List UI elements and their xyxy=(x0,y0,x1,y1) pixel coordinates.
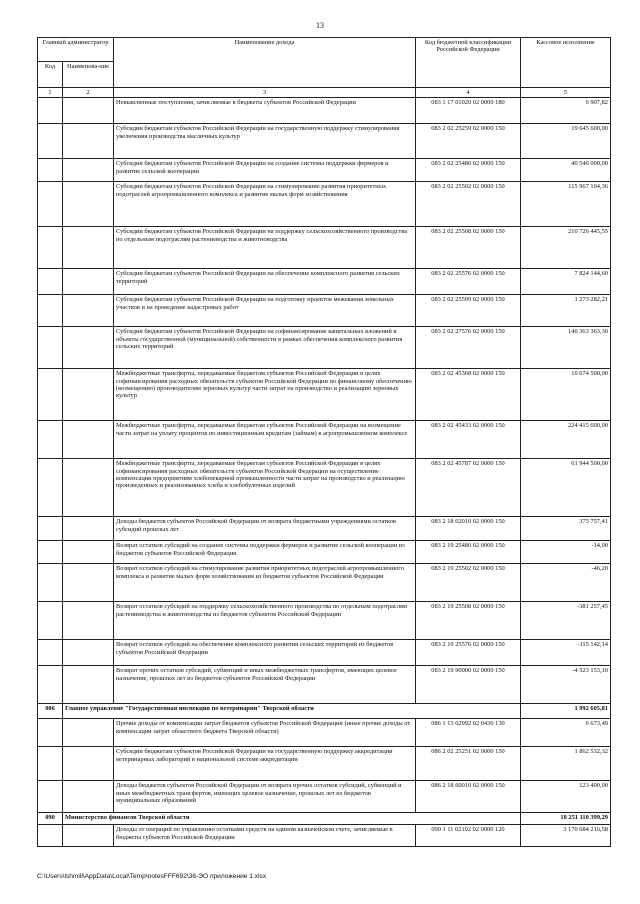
admin-name-cell xyxy=(63,182,114,227)
admin-code-cell xyxy=(38,825,63,847)
header-admin-code: Код xyxy=(38,62,63,88)
table-row xyxy=(38,159,611,182)
amount-cell: 115 967 104,36 xyxy=(521,182,611,227)
table-row xyxy=(38,602,611,640)
budget-code-cell: 083 2 02 45433 02 0000 150 xyxy=(416,421,521,459)
income-name-cell: Возврат остатков субсидий на создание системы поддержки фермеров и развитие сельской кооперации из бюджетов субъектов Российской Федерации xyxy=(114,541,416,564)
admin-code-cell xyxy=(38,227,63,269)
admin-name-cell xyxy=(63,124,114,159)
table-row xyxy=(38,747,611,781)
admin-name-cell xyxy=(63,421,114,459)
income-name-cell: Доходы от операций по управлению остатками средств на едином казначейском счете, зачисляемые в бюджеты субъектов Российской Федерации xyxy=(114,825,416,847)
table-row xyxy=(38,666,611,704)
income-table xyxy=(37,37,611,847)
table-row xyxy=(38,227,611,269)
income-name-cell: Субсидии бюджетам субъектов Российской Федерации на государственную поддержку аккредитации ветеринарных лабораторий в национальной системе аккредитации xyxy=(114,747,416,781)
income-name-cell: Доходы бюджетов субъектов Российской Федерации от возврата бюджетными учреждениями остатков субсидий прошлых лет xyxy=(114,517,416,541)
budget-code-cell: 083 2 02 45787 02 0000 150 xyxy=(416,459,521,517)
admin-name-cell xyxy=(63,459,114,517)
budget-code-cell: 083 1 17 01020 02 0000 180 xyxy=(416,98,521,124)
amount-cell: -381 257,45 xyxy=(521,602,611,640)
income-name-cell: Доходы бюджетов субъектов Российской Федерации от возврата прочих остатков субсидий, субвенций и иных межбюджетных трансфертов, имеющих целевое назначение, прошлых лет из бюджетов муниципальных образований xyxy=(114,781,416,813)
budget-code-cell: 083 2 02 45368 02 0000 150 xyxy=(416,369,521,421)
table-row xyxy=(38,781,611,813)
admin-code-cell xyxy=(38,781,63,813)
budget-code-cell: 090 1 11 02102 02 0000 120 xyxy=(416,825,521,847)
table-row xyxy=(38,517,611,541)
budget-code-cell: 086 2 02 25251 02 0000 150 xyxy=(416,747,521,781)
amount-cell: -4 523 153,10 xyxy=(521,666,611,704)
header-cash-exec: Кассовое исполнение xyxy=(521,38,611,88)
income-name-cell: Возврат остатков субсидий на стимулирование развития приоритетных подотраслей агропромышленного комплекса и развитие малых форм хозяйствования из бюджетов субъектов Российской Федерации xyxy=(114,564,416,602)
admin-code-cell xyxy=(38,719,63,747)
header-income-name: Наименование дохода xyxy=(114,38,416,88)
admin-name-cell xyxy=(63,666,114,704)
admin-name-cell xyxy=(63,747,114,781)
admin-code-cell xyxy=(38,459,63,517)
amount-cell: 224 415 600,00 xyxy=(521,421,611,459)
section-row xyxy=(38,813,611,825)
admin-name-cell xyxy=(63,327,114,369)
admin-code-cell xyxy=(38,541,63,564)
income-name-cell: Межбюджетные трансферты, передаваемые бюджетам субъектов Российской Федерации на возмещение части затрат на уплату процентов по инвестиционным кредитам (займам) в агропромышленном комплексе xyxy=(114,421,416,459)
table-row xyxy=(38,269,611,295)
income-name-cell: Субсидии бюджетам субъектов Российской Федерации на софинансирование капитальных вложений в объекты государственной (муниципальной) собственности в рамках обеспечения комплексного развития сельских территорий xyxy=(114,327,416,369)
income-name-cell: Невыясненные поступления, зачисляемые в бюджеты субъектов Российской Федерации xyxy=(114,98,416,124)
amount-cell: -14,00 xyxy=(521,541,611,564)
budget-code-cell: 083 2 02 27576 02 0000 150 xyxy=(416,327,521,369)
admin-name-cell xyxy=(63,602,114,640)
admin-code-cell xyxy=(38,747,63,781)
table-row xyxy=(38,182,611,227)
amount-cell: 10 674 500,00 xyxy=(521,369,611,421)
admin-code-cell xyxy=(38,98,63,124)
admin-code-cell: 086 xyxy=(38,704,63,719)
admin-code-cell: 090 xyxy=(38,813,63,825)
budget-code-cell: 083 2 19 25508 02 0000 150 xyxy=(416,602,521,640)
table-row xyxy=(38,369,611,421)
admin-code-cell xyxy=(38,421,63,459)
file-path-footer: C:\Users\lshmill\AppData\Local\Temp\notesFFF692\36-ЭО приложение 1.xlsx xyxy=(37,873,267,880)
income-name-cell: Субсидии бюджетам субъектов Российской Федерации на стимулирование развития приоритетных подотраслей агропромышленного комплекса и развитие малых форм хозяйствования xyxy=(114,182,416,227)
income-name-cell: Межбюджетные трансферты, передаваемые бюджетам субъектов Российской Федерации в целях софинансирования расходных обязательств субъектов Российской Федерации по финансовому обеспечению (возмещению) производителям зерновых культур части затрат на производство и реализацию зерновых культур xyxy=(114,369,416,421)
amount-cell: -46,20 xyxy=(521,564,611,602)
income-name-cell: Субсидии бюджетам субъектов Российской Федерации на подготовку проектов межевания земельных участков и на проведение кадастровых работ xyxy=(114,295,416,327)
budget-code-cell: 083 2 19 25576 02 0000 150 xyxy=(416,640,521,666)
admin-code-cell xyxy=(38,269,63,295)
income-name-cell: Субсидии бюджетам субъектов Российской Федерации на поддержку сельскохозяйственного производства по отдельным подотраслям растениеводства и животноводства xyxy=(114,227,416,269)
admin-name-cell xyxy=(63,369,114,421)
amount-cell: 375 757,41 xyxy=(521,517,611,541)
table-row xyxy=(38,719,611,747)
admin-name-cell xyxy=(63,98,114,124)
budget-code-cell: 083 2 02 25259 02 0000 150 xyxy=(416,124,521,159)
column-number: 2 xyxy=(63,88,114,98)
admin-code-cell xyxy=(38,124,63,159)
header-admin-name: Наименова-ние xyxy=(63,62,114,88)
income-name-cell: Прочие доходы от компенсации затрат бюджетов субъектов Российской Федерации (иные прочие доходы от компенсации затрат областного бюджета Тверской области) xyxy=(114,719,416,747)
header-admin-group: Главный администратор xyxy=(38,38,114,62)
admin-name-cell xyxy=(63,269,114,295)
income-name-cell: Возврат прочих остатков субсидий, субвенций и иных межбюджетных трансфертов, имеющих целевое назначение, прошлых лет из бюджетов субъектов Российской Федерации xyxy=(114,666,416,704)
income-name-cell: Возврат остатков субсидий на поддержку сельскохозяйственного производства по отдельным подотраслям растениеводства и животноводства из бюджетов субъектов Российской Федерации xyxy=(114,602,416,640)
section-name-cell: Главное управление "Государственная инспекция по ветеринарии" Тверской области xyxy=(63,704,521,719)
table-row xyxy=(38,459,611,517)
amount-cell: 6 673,49 xyxy=(521,719,611,747)
column-number: 3 xyxy=(114,88,416,98)
admin-code-cell xyxy=(38,564,63,602)
amount-cell: 7 824 144,60 xyxy=(521,269,611,295)
amount-cell: 3 170 684 216,58 xyxy=(521,825,611,847)
section-name-cell: Министерство финансов Тверской области xyxy=(63,813,521,825)
admin-name-cell xyxy=(63,719,114,747)
table-row xyxy=(38,640,611,666)
column-number: 1 xyxy=(38,88,63,98)
amount-cell: 1 862 532,32 xyxy=(521,747,611,781)
admin-code-cell xyxy=(38,295,63,327)
amount-cell: -115 142,14 xyxy=(521,640,611,666)
admin-code-cell xyxy=(38,182,63,227)
amount-cell: 40 546 000,00 xyxy=(521,159,611,182)
income-name-cell: Возврат остатков субсидий на обеспечение комплексного развития сельских территорий из бюджетов субъектов Российской Федерации xyxy=(114,640,416,666)
amount-cell: 1 992 605,81 xyxy=(521,704,611,719)
table-row xyxy=(38,124,611,159)
table-row xyxy=(38,98,611,124)
budget-code-cell: 083 2 02 25576 02 0000 150 xyxy=(416,269,521,295)
table-row xyxy=(38,564,611,602)
amount-cell: 61 944 500,00 xyxy=(521,459,611,517)
budget-code-cell: 083 2 02 25480 02 0000 150 xyxy=(416,159,521,182)
header-budget-code: Код бюджетной классификации Российской Федерации xyxy=(416,38,521,88)
admin-name-cell xyxy=(63,517,114,541)
budget-code-cell: 083 2 19 90000 02 0000 150 xyxy=(416,666,521,704)
table-row xyxy=(38,541,611,564)
admin-code-cell xyxy=(38,159,63,182)
admin-name-cell xyxy=(63,227,114,269)
admin-code-cell xyxy=(38,517,63,541)
admin-name-cell xyxy=(63,541,114,564)
admin-name-cell xyxy=(63,825,114,847)
income-name-cell: Межбюджетные трансферты, передаваемые бюджетам субъектов Российской Федерации в целях софинансирования расходных обязательств субъектов Российской Федерации на осуществление компенсации предприятиям хлебопекарной промышленности части затрат на производство и реализацию произведенных и реализованных хлеба и хлебобулочных изделий xyxy=(114,459,416,517)
table-row xyxy=(38,327,611,369)
table-row xyxy=(38,295,611,327)
admin-code-cell xyxy=(38,640,63,666)
budget-code-cell: 086 1 13 02992 02 0430 130 xyxy=(416,719,521,747)
amount-cell: 19 645 600,00 xyxy=(521,124,611,159)
budget-code-cell: 086 2 18 60010 02 0000 150 xyxy=(416,781,521,813)
budget-code-cell: 083 2 02 25508 02 0000 150 xyxy=(416,227,521,269)
amount-cell: 210 726 445,55 xyxy=(521,227,611,269)
admin-name-cell xyxy=(63,781,114,813)
section-row xyxy=(38,704,611,719)
amount-cell: 1 273 282,21 xyxy=(521,295,611,327)
column-number: 5 xyxy=(521,88,611,98)
income-name-cell: Субсидии бюджетам субъектов Российской Федерации на обеспечение комплексного развития сельских территорий xyxy=(114,269,416,295)
admin-name-cell xyxy=(63,640,114,666)
table-row xyxy=(38,421,611,459)
amount-cell: 123 400,00 xyxy=(521,781,611,813)
admin-name-cell xyxy=(63,159,114,182)
admin-code-cell xyxy=(38,666,63,704)
budget-code-cell: 083 2 19 25480 02 0000 150 xyxy=(416,541,521,564)
budget-code-cell: 083 2 18 02010 02 0000 150 xyxy=(416,517,521,541)
income-name-cell: Субсидии бюджетам субъектов Российской Федерации на создание системы поддержки фермеров и развитие сельской кооперации xyxy=(114,159,416,182)
admin-name-cell xyxy=(63,564,114,602)
budget-code-cell: 083 2 19 25502 02 0000 150 xyxy=(416,564,521,602)
column-number: 4 xyxy=(416,88,521,98)
income-name-cell: Субсидии бюджетам субъектов Российской Федерации на государственную поддержку стимулирования увеличения производства масличных культур xyxy=(114,124,416,159)
budget-code-cell: 083 2 02 25599 02 0000 150 xyxy=(416,295,521,327)
admin-code-cell xyxy=(38,327,63,369)
admin-name-cell xyxy=(63,295,114,327)
page-number: 13 xyxy=(316,21,324,30)
amount-cell: 140 363 363,30 xyxy=(521,327,611,369)
table-row xyxy=(38,825,611,847)
budget-code-cell: 083 2 02 25502 02 0000 150 xyxy=(416,182,521,227)
admin-code-cell xyxy=(38,369,63,421)
admin-code-cell xyxy=(38,602,63,640)
amount-cell: 10 251 110 399,29 xyxy=(521,813,611,825)
amount-cell: 6 907,82 xyxy=(521,98,611,124)
